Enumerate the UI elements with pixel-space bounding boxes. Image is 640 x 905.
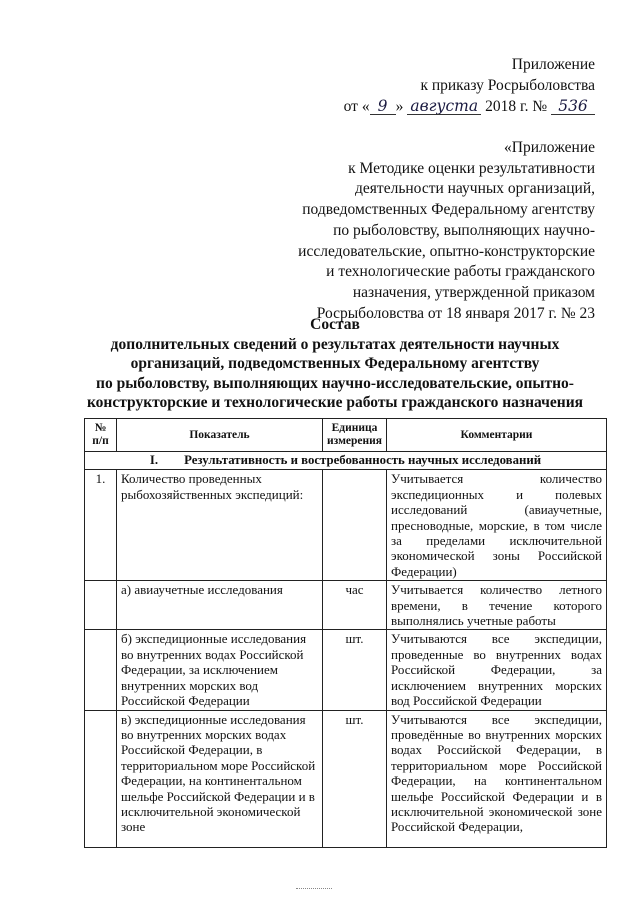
table-row	[85, 630, 607, 710]
row-num	[85, 581, 117, 630]
date-mid: »	[395, 98, 404, 115]
methodology-appendix-header	[255, 138, 595, 324]
title-line: по рыболовству, выполняющих научно-исследовательские, опытно-	[96, 374, 574, 392]
row-num: 1.	[85, 470, 117, 581]
appendix-line: по рыболовству, выполняющих научно-	[333, 221, 595, 239]
date-year: 2018 г. №	[485, 98, 548, 115]
handwritten-month: августа	[407, 96, 481, 117]
header-appendix-label: Приложение	[511, 56, 595, 73]
table-header-row	[85, 419, 607, 452]
scan-artifact-divider	[296, 888, 332, 890]
row-comment: Учитывается количество летного времени, в течение которого выполнялись учетные работы	[387, 581, 607, 630]
table-row	[85, 710, 607, 847]
handwritten-order-number: 536	[551, 96, 595, 117]
row-indicator: в) экспедиционные исследования во внутренних морских водах Российской Федерации, в территориальном море Российской Федерации, на континентальном шельфе Российской Федерации и в исключительной экономической зоне	[117, 710, 323, 847]
header-comment: Комментарии	[387, 419, 607, 452]
row-comment: Учитывается количество экспедиционных и полевых исследований (авиаучетные, пресноводные, морские, в том числе за пределами исключительной экономической зоны Российской Федерации)	[387, 470, 607, 581]
appendix-line: исследовательские, опытно-конструкторские	[298, 242, 595, 260]
appendix-line: деятельности научных организаций,	[355, 180, 595, 198]
row-unit: шт.	[323, 630, 387, 710]
row-unit: шт.	[323, 710, 387, 847]
row-indicator: а) авиаучетные исследования	[117, 581, 323, 630]
row-comment: Учитываются все экспедиции, проведенные во внутренних водах Российской Федерации, за исключением внутренних морских вод Российской Федерации	[387, 630, 607, 710]
indicators-table	[84, 418, 607, 848]
appendix-line: назначения, утвержденной приказом	[352, 283, 595, 301]
table-row	[85, 470, 607, 581]
section-number: I.	[149, 453, 159, 467]
header-indicator: Показатель	[117, 419, 323, 452]
header-date-line	[265, 96, 595, 118]
appendix-line: подведомственных Федеральному агентству	[302, 201, 595, 219]
appendix-line: и технологические работы гражданского	[326, 263, 595, 281]
section-heading	[85, 452, 607, 470]
appendix-line: Росрыболовства от 18 января 2017 г. № 23	[316, 304, 595, 322]
row-num	[85, 710, 117, 847]
table-row	[85, 581, 607, 630]
row-num	[85, 630, 117, 710]
row-unit: час	[323, 581, 387, 630]
header-num: № п/п	[85, 419, 117, 452]
section-label: Результативность и востребованность научных исследований	[184, 453, 542, 467]
handwritten-day: 9	[370, 96, 396, 117]
title-line: Состав	[310, 316, 360, 333]
document-title	[80, 315, 590, 413]
order-header	[265, 55, 595, 118]
title-line: дополнительных сведений о результатах деятельности научных	[110, 335, 560, 353]
row-indicator: б) экспедиционные исследования во внутренних водах Российской Федерации, за исключением внутренних морских вод Российской Федерации	[117, 630, 323, 710]
title-line: организаций, подведомственных Федеральному агентству	[130, 355, 540, 373]
appendix-line: к Методике оценки результативности	[348, 159, 595, 177]
row-unit	[323, 470, 387, 581]
title-line: конструкторские и технологические работы гражданского назначения	[86, 394, 584, 412]
header-order-ref: к приказу Росрыболовства	[420, 76, 595, 94]
appendix-line: «Приложение	[504, 139, 595, 156]
row-comment: Учитываются все экспедиции, проведённые во внутренних морских водах Российской Федерации, в территориальном море Российской Федерации, на континентальном шельфе Российской Федерации и в исключительной экономической зоне Российской Федерации,	[387, 710, 607, 847]
row-indicator: Количество проведенных рыбохозяйственных экспедиций:	[117, 470, 323, 581]
section-row	[85, 452, 607, 470]
header-unit: Единица измерения	[323, 419, 387, 452]
date-prefix: от «	[343, 98, 370, 115]
